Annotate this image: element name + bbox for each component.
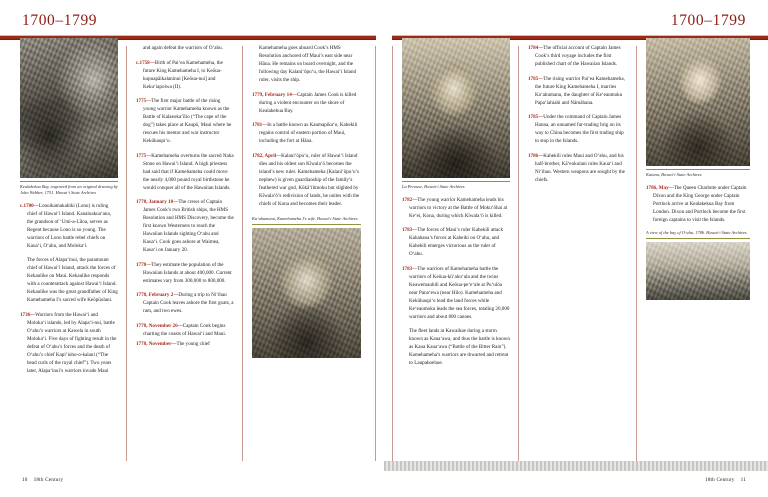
timeline-entry	[136, 59, 234, 91]
entry-date: 1778, November 26—	[136, 322, 183, 329]
page-number-left: 10	[22, 477, 28, 483]
timeline-entry	[402, 196, 510, 220]
timeline-entry	[402, 327, 510, 367]
left-page-footer	[22, 477, 63, 483]
footer-label-left: 18th Century	[33, 477, 64, 483]
entry-date: 1786—	[528, 152, 544, 159]
timeline-entry	[528, 44, 628, 68]
column-6	[636, 44, 768, 467]
entry-date: 1783—	[402, 265, 418, 272]
entry-text: The rising warrior Pai‘ea Kamehameha, the future King Kamehameha I, marries Ka‘ahumanu, the daughter of Ke‘eaumoku Papa‘iahiahi and Nāmāhana.	[535, 75, 625, 106]
entry-text: Under the command of Captain James Hanna, an unnamed fur-trading brig on its way to China becomes the first trading ship to stop in the Islands.	[535, 114, 624, 144]
timeline-entry	[402, 265, 510, 321]
entry-date: 1775—	[136, 98, 152, 104]
right-page	[384, 0, 768, 497]
left-page-header	[0, 0, 384, 40]
scan-artifact-band	[384, 461, 768, 471]
page-number-right: 11	[740, 477, 746, 483]
entry-date: 1778, January 18—	[136, 199, 179, 205]
column-2	[126, 44, 242, 467]
entry-date: c.1700—	[20, 202, 39, 209]
entry-text: The Queen Charlotte under Captain Dixon and the King George under Captain Portlock arrive at Kealakekua Bay from London. Dixon and Portlock become the first foreign captains to visit the Islands.	[653, 184, 747, 223]
entry-text: Captain James Cook is killed during a violent encounter on the shore of Kealakekua Bay.	[259, 91, 357, 114]
page-title-left: 1700–1799	[22, 12, 98, 29]
timeline-entry	[252, 91, 361, 115]
timeline-entry	[252, 44, 361, 84]
timeline-entry	[20, 256, 118, 304]
entry-text: The fleet lands at Kawaihae during a storm known as Kaua‘awa, and thus the battle is known as Kaua Kaua‘awa (“Battle of the Bitter Rain”). Kamehameha’s warriors are thwarted and retreat to Laupahoehoe.	[409, 328, 510, 366]
timeline-entry	[136, 340, 234, 348]
photo-kealakekua-bay	[20, 38, 118, 178]
entry-text: Warriors from the Hawai‘i and Moloka‘i islands, led by Alapa‘i-nui, battle O‘ahu’s warriors at Kawela in south Moloka‘i. Five days of fighting result in the defeat of O‘ahu’s forces and the death of O‘ahu’s chief Kapi‘ioho-o-kalani (“The head curls of the royal chief”). Two years later, Alapa‘inui’s warriors invade Maui	[27, 311, 117, 374]
entry-text: Kamehameha goes aboard Cook’s HMS Resolution anchored off Maui’s east side near Hāna. He remains on board overnight, and the following day Kalani‘ōpu‘u, the Hawai‘i Island ruler, visits the ship.	[259, 45, 357, 83]
left-page-columns	[0, 44, 384, 467]
right-page-columns	[384, 44, 768, 467]
photo-bay-of-oahu	[646, 242, 750, 300]
entry-date: 1775—	[136, 152, 152, 159]
timeline-entry	[252, 121, 361, 145]
page-title-right: 1700–1799	[670, 12, 746, 29]
caption-kealakekua-bay: Kealakekua Bay, engraved from an original drawing by John Webber, 1751. Hawai‘i State Archives	[20, 181, 118, 196]
entry-date: 1778, February 2—	[136, 292, 179, 298]
column-4	[384, 44, 518, 467]
timeline-entry	[136, 261, 234, 285]
entry-date: c.1758—	[136, 59, 155, 66]
entry-text: The young warrior Kamehameha leads his warriors to victory at the Battle of Moku‘ōhai at Ke‘ei, Kona, during which Kīwala‘ō is killed.	[409, 196, 508, 219]
timeline-entry	[136, 44, 234, 52]
photo-kaiana	[646, 38, 750, 166]
entry-date: 1778—	[136, 261, 152, 268]
entry-text: and again defeat the warriors of O‘ahu.	[143, 45, 223, 51]
entry-text: Captain Cook begins charting the coasts of Hawai‘i and Maui.	[143, 322, 227, 337]
timeline-entry	[402, 226, 510, 258]
entry-date: 1784—	[528, 45, 544, 51]
entry-date: 1779, February 14—	[252, 91, 297, 98]
timeline-entry	[136, 97, 234, 145]
footer-label-right: 18th Century	[704, 477, 735, 483]
entry-text: The forces of Alapa‘inui, the paramount chief of Hawai‘i Island, attack the forces of Kekaulike on Maui. Kekaulike responds with a counterattack against Hawai‘i Island. Kekaulike was the great grandfather of King Kamehameha I’s sacred wife Keōpūolani.	[27, 257, 118, 303]
entry-text: Birth of Pai‘ea Kamehameha, the future King Kamehameha I, to Keōua-kupuapāikalaninui [Keōua-nui] and Keku‘iapoiwa (II).	[143, 59, 223, 90]
timeline-entry	[136, 322, 234, 338]
entry-text: The warriors of Kamehameha battle the warriors of Keōua-kū‘ahu‘ula and the twins Keawemauhili and Keōua-pe‘e‘ale at Pu‘ulōa near Pana‘ewa (near Hilo). Kamehameha and Kekūhaupi‘o lead the land forces while Ke‘eaumoku leads the sea forces, totaling 20,000 warriors and about 800 canoes.	[409, 265, 510, 320]
entry-text: The forces of Maui’s ruler Kahekili attack Kahahana’s forces at Kaheiki on O‘ahu, and Kahekili emerges victorious as the ruler of O‘ahu.	[409, 227, 503, 257]
entry-date: 1782—	[402, 196, 418, 203]
timeline-entry	[252, 152, 361, 208]
column-3	[242, 44, 375, 467]
entry-date: 1782, April—	[252, 152, 282, 159]
timeline-entry	[136, 198, 234, 254]
entry-text: Lonoikamakahiki (Lono) is ruling chief of Hawai‘i Island. Kanaloakua‘ana, the grandson of ‘Umi-a-Līloa, serves as Regent because Lono is so young. The warriors of Lono battle rebel chiefs on Kaua‘i, O‘ahu, and Moloka‘i.	[27, 202, 112, 249]
entry-date: 1785—	[528, 75, 544, 82]
column-5	[518, 44, 636, 467]
entry-text: The crews of Captain James Cook’s two British ships, the HMS Resolution and HMS Discovery, become the first known Westerners to reach the Hawaiian Islands sighting O‘ahu and Kaua‘i. Cook goes ashore at Waimea, Kaua‘i on January 20.	[143, 199, 234, 253]
caption-la-perouse: La Perouse, Hawai‘i State Archives	[402, 181, 510, 190]
column-1	[0, 44, 126, 467]
entry-date: 1786, May—	[646, 184, 674, 191]
right-page-header	[384, 0, 768, 40]
entry-text: Kahekili rules Maui and O‘ahu, and his half-brother, Kā‘eokulani rules Kaua‘i and Ni‘ihau. Western weapons are sought by the chiefs.	[535, 152, 625, 183]
entry-date: 1781—	[252, 122, 268, 128]
caption-kaiana: Kaiana, Hawai‘i State Archives	[646, 169, 750, 178]
timeline-entry	[20, 311, 118, 375]
entry-date: 1785—	[528, 114, 544, 120]
timeline-entry	[20, 202, 118, 250]
timeline-entry	[136, 291, 234, 315]
entry-text: The young chief	[176, 340, 210, 347]
timeline-entry	[646, 184, 750, 224]
photo-la-perouse	[402, 38, 510, 178]
timeline-entry	[528, 152, 628, 184]
right-page-footer	[705, 477, 746, 483]
entry-text: The first major battle of the rising young warrior Kamehameha known as the Battle of Kalaeoka‘īlio (“The cape of the dog”) takes place at Kaupō, Maui where he rescues his mentor and war instructor Kekūhaupi‘o.	[143, 98, 232, 144]
entry-text: Kamehameha overturns the sacred Naha Stone on Hawai‘i Island. A high priestess had said that if Kamehameha could move the nearly 4,000 pound royal birthstone he would conquer all of the Hawaiian Islands.	[143, 152, 234, 191]
caption-kaahumanu: Ka‘ahumanu, Kamehameha I’s wife. Hawai‘i State Archives	[252, 216, 361, 225]
timeline-entry	[136, 152, 234, 192]
timeline-entry	[528, 113, 628, 145]
entry-text: In a battle known as Kaumapika‘o, Kahekili regains control of eastern portion of Maui, including the fort at Hāna.	[259, 122, 358, 144]
entry-text: They estimate the population of the Hawaiian Islands at about 400,000. Current estimates vary from 300,000 to 800,000.	[143, 261, 232, 284]
photo-kaahumanu	[252, 228, 361, 358]
timeline-entry	[528, 75, 628, 107]
entry-date: 1783—	[402, 227, 418, 233]
entry-text: During a trip to Ni‘ihau Captain Cook leaves ashore the first goats, a ram, and two ewes.	[143, 292, 234, 314]
entry-date: 1736—	[20, 311, 36, 318]
entry-text: Kalani‘ōpu‘u, ruler of Hawai‘i Island dies and his oldest son Kīwala‘ō becomes the island’s new ruler. Kamehameha (Kalani‘ōpu‘u’s nephew) is given guardianship of the family’s feathered war god, Kūkā‘ilimoku but slighted by Kīwala‘ō’s redivision of lands, he unites with the chiefs of Kona and becomes their leader.	[259, 152, 360, 207]
caption-bay-oahu: A view of the bay of O‘ahu, 1786. Hawai‘i State Archives	[646, 230, 750, 239]
entry-text: The official account of Captain James Cook’s third voyage includes the first published chart of the Hawaiian Islands.	[535, 45, 621, 67]
entry-date: 1778, November—	[136, 340, 177, 347]
